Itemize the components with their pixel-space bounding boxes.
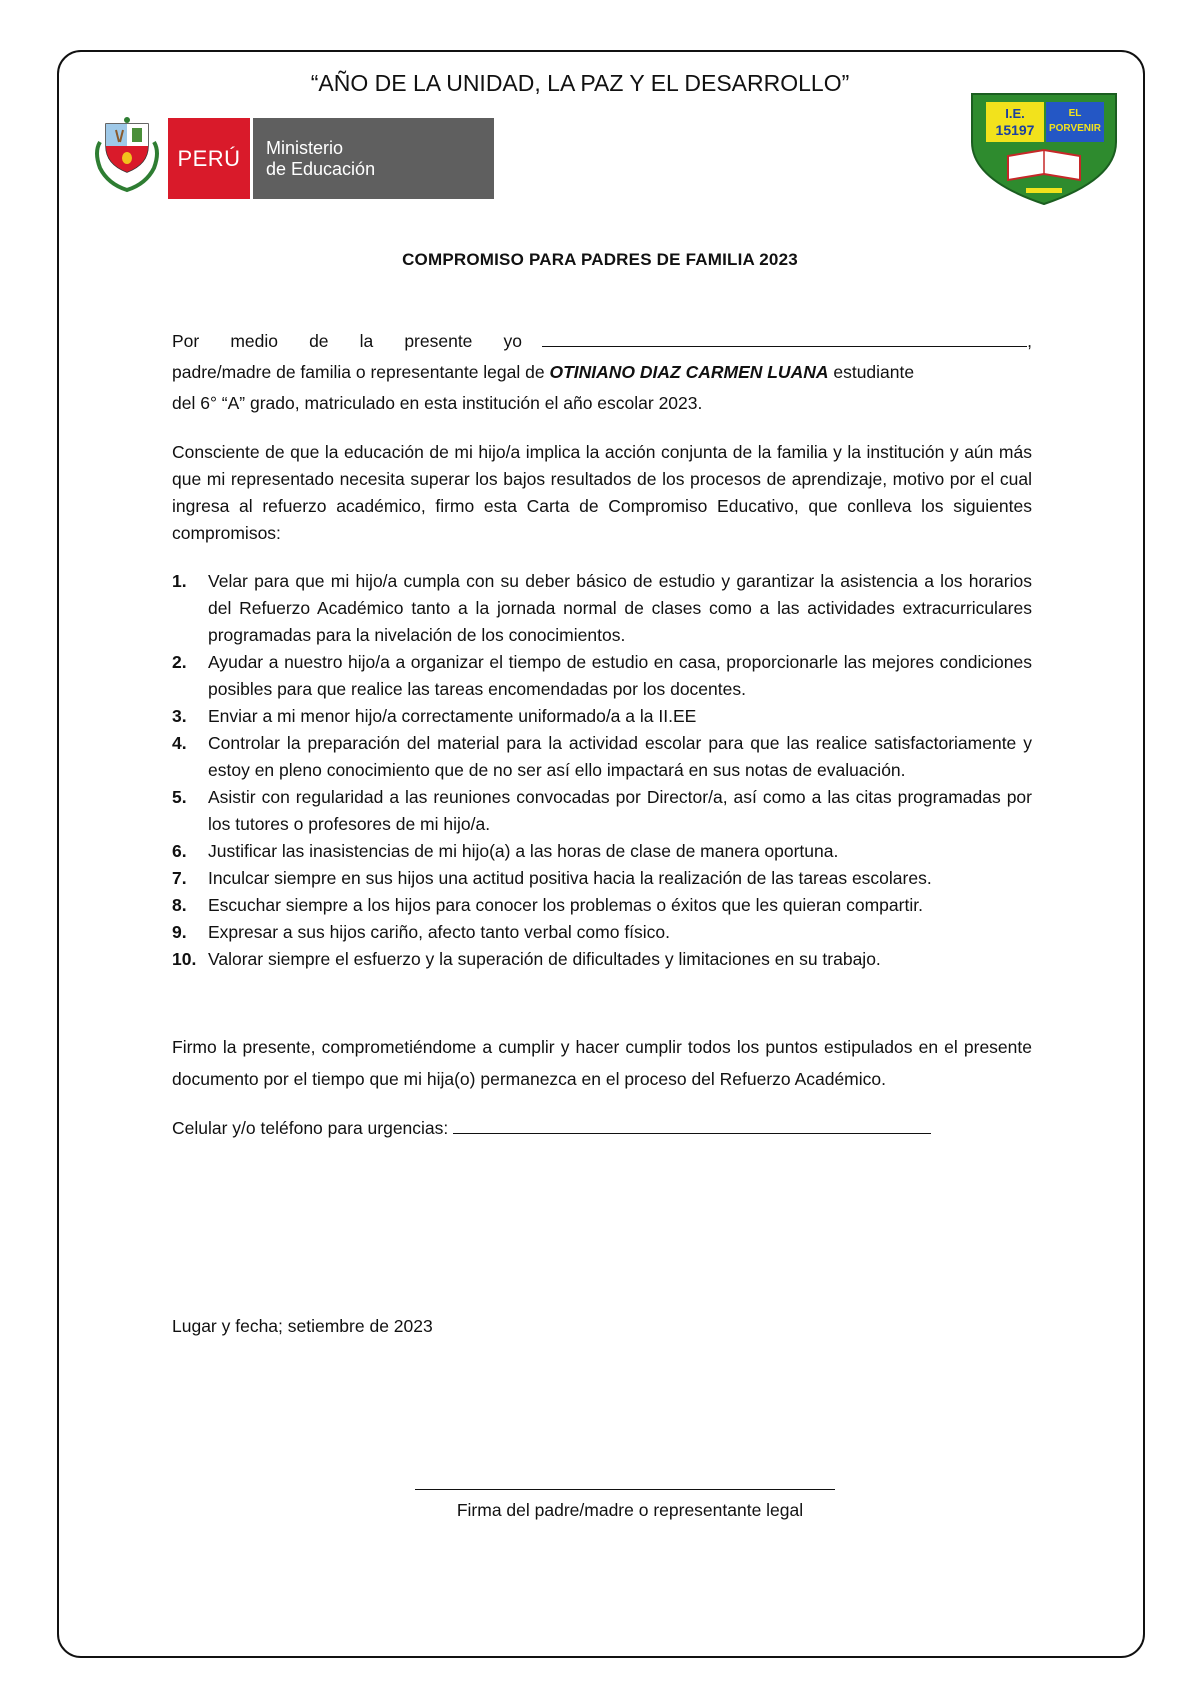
list-item: 8. Escuchar siempre a los hijos para conocer los problemas o éxitos que les quieran compartir. xyxy=(172,895,923,915)
intro-line-3: del 6° “A” grado, matriculado en esta institución el año escolar 2023. xyxy=(172,393,703,413)
list-item: 9. Expresar a sus hijos cariño, afecto tanto verbal como físico. xyxy=(172,922,671,942)
intro-line-1 xyxy=(172,326,1032,357)
signature-label: Firma del padre/madre o representante legal xyxy=(456,1500,804,1520)
minedu-name-block xyxy=(253,118,494,199)
consciente-paragraph: Consciente de que la educación de mi hijo/a implica la acción conjunta de la familia y la institución y aún más que mi representado necesita superar los bajos resultados de los procesos de aprendizaje, motivo por el cual ingresa al refuerzo académico, firmo esta Carta de Compromiso Educativo, que conlleva los siguientes compromisos: xyxy=(172,442,1032,543)
list-item: 7. Inculcar siempre en sus hijos una actitud positiva hacia la realización de las tareas escolares. xyxy=(172,868,932,888)
minedu-name-line-1: Ministerio xyxy=(266,138,344,158)
list-item: 4. Controlar la preparación del material para la actividad escolar para que las realice satisfactoriamente y estoy en pleno conocimiento que de no ser así ello impactará en sus notas de evaluación. xyxy=(172,733,1032,780)
student-name: OTINIANO DIAZ CARMEN LUANA xyxy=(549,362,829,382)
list-item: 10. Valorar siempre el esfuerzo y la superación de dificultades y limitaciones en su trabajo. xyxy=(172,949,881,969)
school-name-line-2: PORVENIR xyxy=(1048,123,1102,134)
closing-paragraph: Firmo la presente, comprometiéndome a cumplir y hacer cumplir todos los puntos estipulados en el presente documento por el tiempo que mi hija(o) permanezca en el proceso del Refuerzo Académico. xyxy=(172,1037,1032,1089)
school-ie-label: I.E. xyxy=(1005,106,1025,121)
list-item: 3. Enviar a mi menor hijo/a correctamente uniformado/a a la II.EE xyxy=(172,706,697,726)
phone-blank[interactable] xyxy=(453,1115,931,1134)
school-shield-logo xyxy=(968,90,1120,208)
intro-paragraph xyxy=(172,326,1032,419)
list-item: 6. Justificar las inasistencias de mi hijo(a) a las horas de clase de manera oportuna. xyxy=(172,841,839,861)
document-title: COMPROMISO PARA PADRES DE FAMILIA 2023 xyxy=(402,250,798,269)
year-motto: “AÑO DE LA UNIDAD, LA PAZ Y EL DESARROLLO” xyxy=(310,70,850,96)
parent-name-blank[interactable]: , xyxy=(542,326,1032,357)
list-item: 5. Asistir con regularidad a las reuniones convocadas por Director/a, así como a las citas programadas por los tutores o profesores de mi hijo/a. xyxy=(172,787,1032,834)
minedu-logo xyxy=(168,118,494,199)
list-item: 1. Velar para que mi hijo/a cumpla con su deber básico de estudio y garantizar la asistencia a los horarios del Refuerzo Académico tanto a la jornada normal de clases como a las actividades extracurriculares programadas para la nivelación de los conocimientos. xyxy=(172,571,1032,645)
minedu-peru-block: PERÚ xyxy=(168,118,250,199)
peru-coat-of-arms-icon xyxy=(92,116,162,196)
list-item: 2. Ayudar a nuestro hijo/a a organizar el tiempo de estudio en casa, proporcionarle las mejores condiciones posibles para que realice las tareas encomendadas por los docentes. xyxy=(172,652,1032,699)
signature-line[interactable] xyxy=(415,1489,835,1490)
phone-line xyxy=(172,1115,1032,1142)
school-ie-number: 15197 xyxy=(995,122,1035,138)
phone-label: Celular y/o teléfono para urgencias: xyxy=(172,1118,449,1138)
intro-line-2: padre/madre de familia o representante legal de OTINIANO DIAZ CARMEN LUANA estudiante xyxy=(172,362,915,382)
document-body xyxy=(172,326,1032,1142)
commitments-list xyxy=(172,568,1032,973)
place-date: Lugar y fecha; setiembre de 2023 xyxy=(172,1316,433,1336)
intro-word-group: Por medio de la presente yo xyxy=(172,331,522,351)
school-name-line-1: EL xyxy=(1068,108,1082,119)
minedu-name-line-2: de Educación xyxy=(266,159,376,179)
